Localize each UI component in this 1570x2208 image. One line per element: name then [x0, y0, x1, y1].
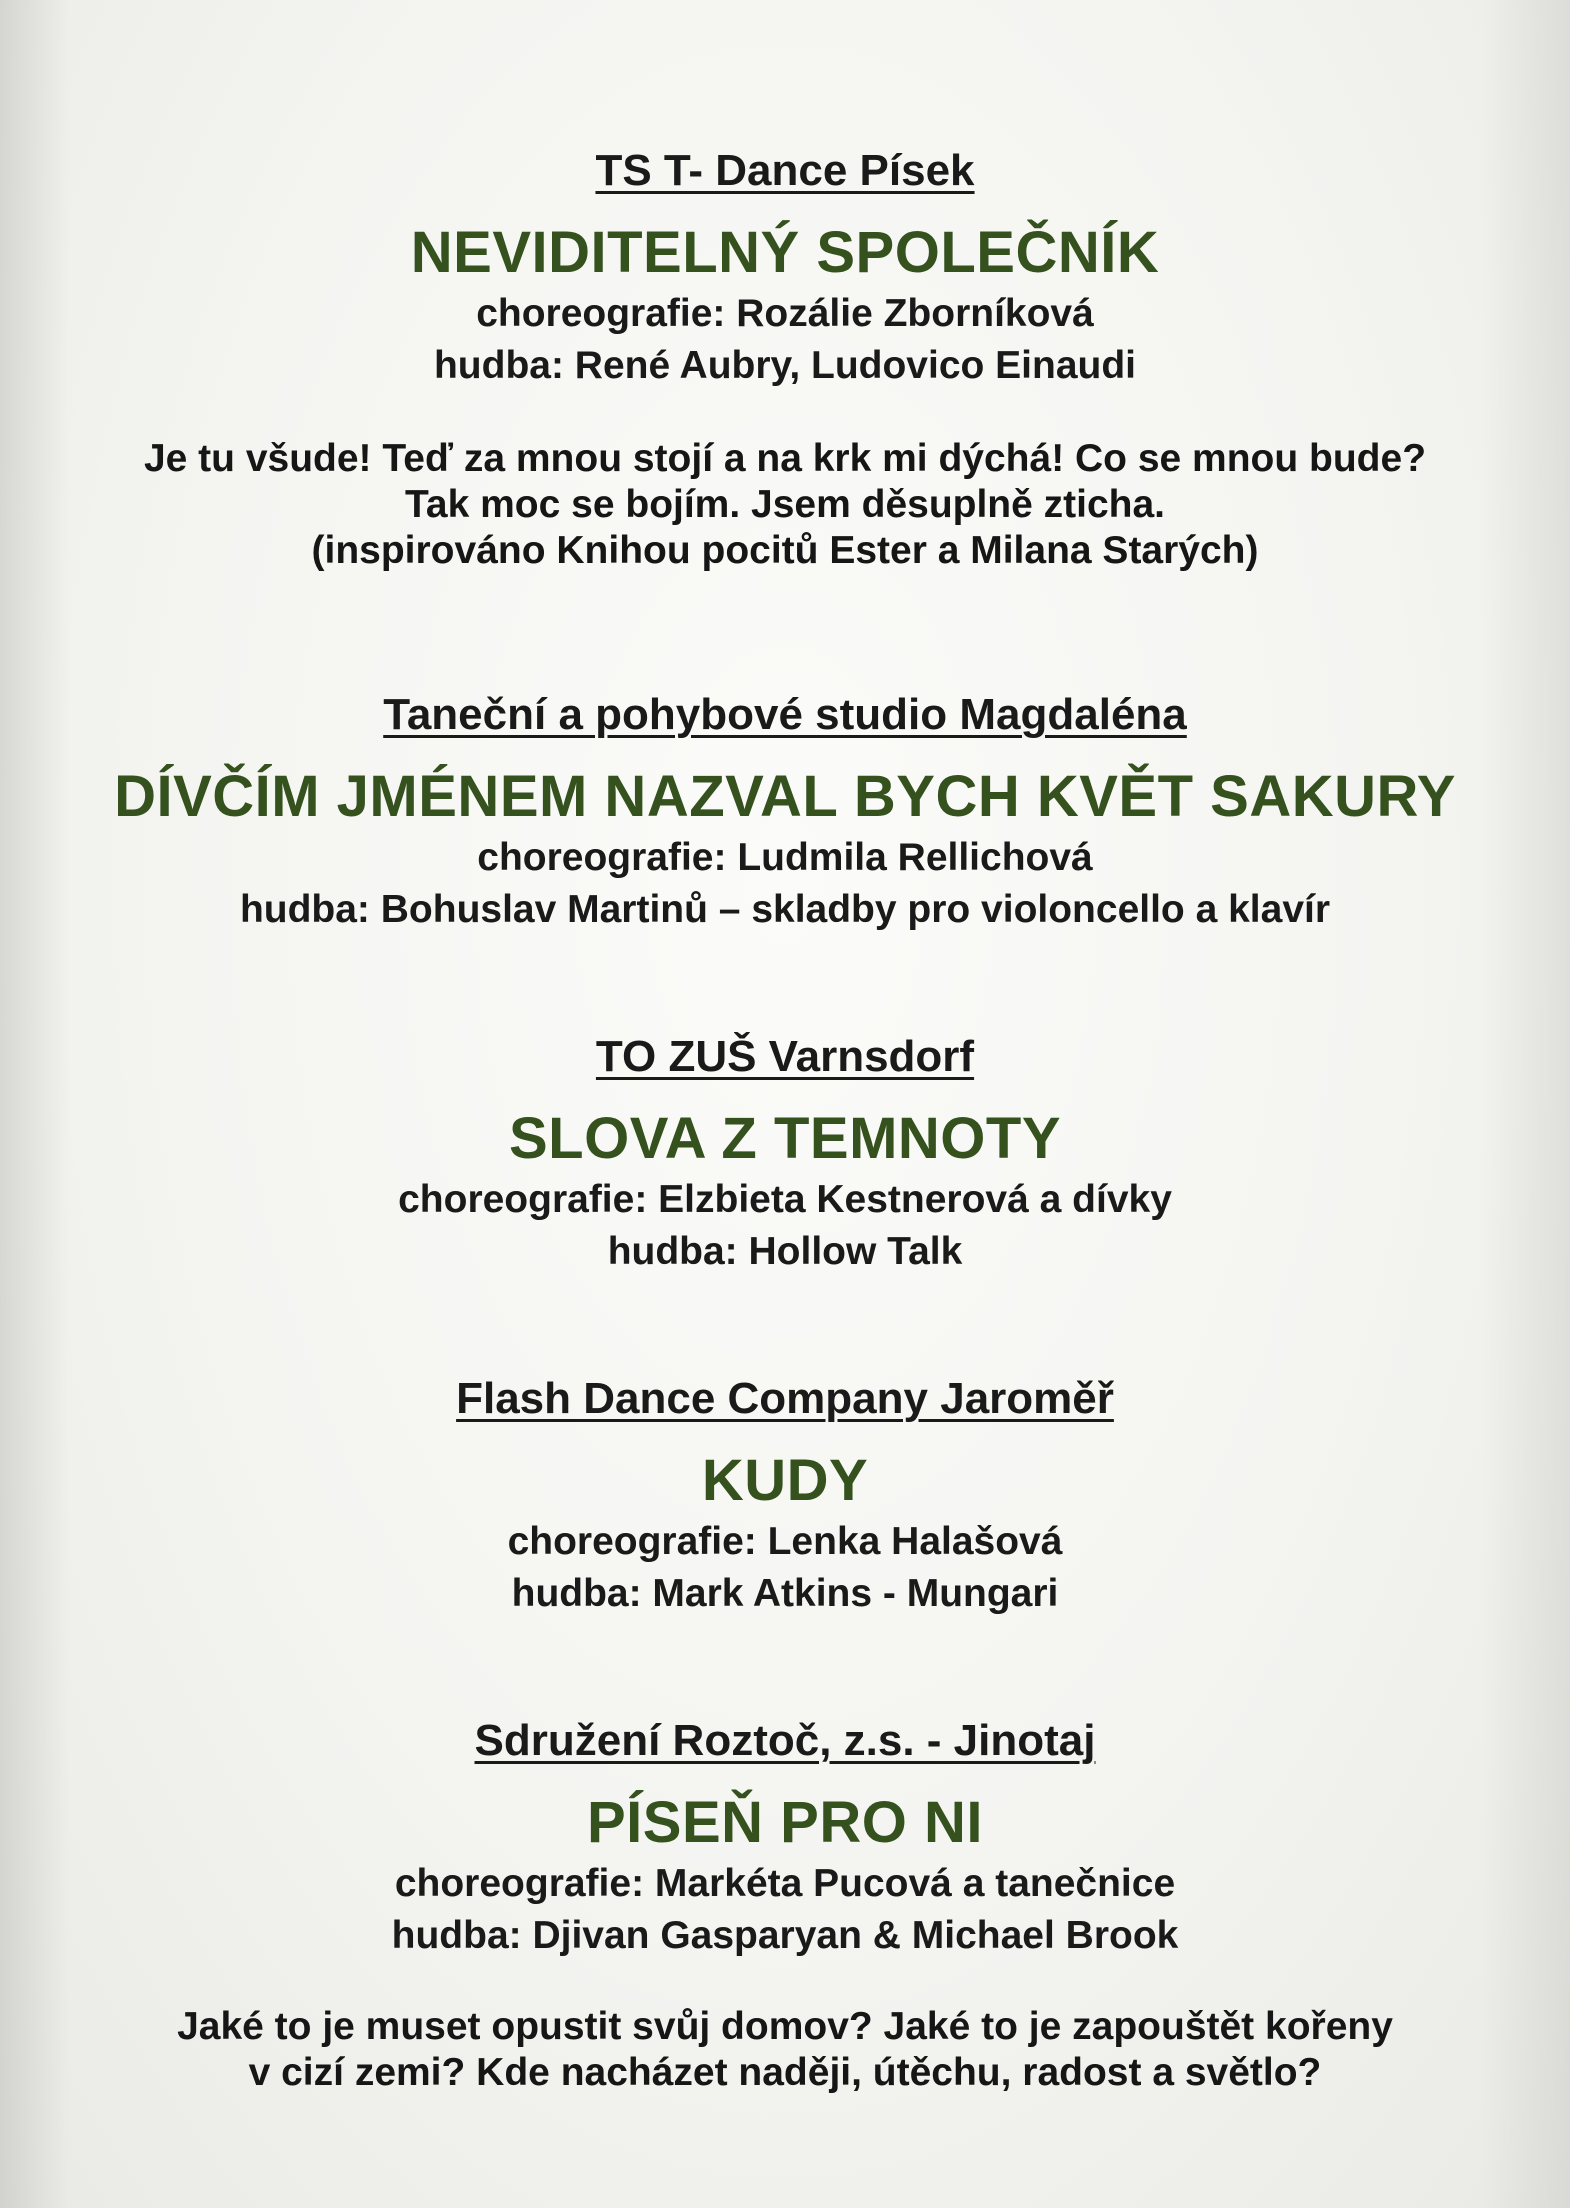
- performance-title: KUDY: [701, 1448, 869, 1513]
- description-line: (inspirováno Knihou pocitů Ester a Milana Starých): [311, 529, 1259, 572]
- description-line: Je tu všude! Teď za mnou stojí a na krk mi dýchá! Co se mnou bude?: [143, 437, 1427, 480]
- ensemble-name: TS T- Dance Písek: [595, 146, 975, 195]
- music-credit: hudba: Bohuslav Martinů – skladby pro violoncello a klavír: [239, 888, 1331, 931]
- music-credit: hudba: Hollow Talk: [607, 1230, 963, 1273]
- ensemble-name: Sdružení Roztoč, z.s. - Jinotaj: [474, 1716, 1096, 1765]
- performance-title: DÍVČÍM JMÉNEM NAZVAL BYCH KVĚT SAKURY: [114, 764, 1456, 829]
- performance-2: [0, 688, 1570, 936]
- performance-title: NEVIDITELNÝ SPOLEČNÍK: [410, 220, 1160, 285]
- music-credit: hudba: René Aubry, Ludovico Einaudi: [433, 344, 1137, 387]
- music-credit: hudba: Mark Atkins - Mungari: [511, 1572, 1059, 1615]
- choreography-credit: choreografie: Elzbieta Kestnerová a dívky: [398, 1178, 1172, 1221]
- ensemble-name: Taneční a pohybové studio Magdaléna: [383, 690, 1187, 739]
- performance-3: [0, 1030, 1570, 1278]
- choreography-credit: choreografie: Markéta Pucová a tanečnice: [394, 1862, 1176, 1905]
- music-credit: hudba: Djivan Gasparyan & Michael Brook: [391, 1914, 1179, 1957]
- performance-1: [0, 144, 1570, 574]
- choreography-credit: choreografie: Lenka Halašová: [507, 1520, 1063, 1563]
- description-line: Tak moc se bojím. Jsem děsuplně zticha.: [404, 483, 1166, 526]
- performance-4: [0, 1372, 1570, 1620]
- performance-title: PÍSEŇ PRO NI: [587, 1790, 983, 1855]
- choreography-credit: choreografie: Ludmila Rellichová: [477, 836, 1093, 879]
- performance-5: [0, 1714, 1570, 2096]
- description-line: v cizí zemi? Kde nacházet naději, útěchu, radost a světlo?: [248, 2051, 1322, 2094]
- ensemble-name: TO ZUŠ Varnsdorf: [595, 1032, 975, 1081]
- choreography-credit: choreografie: Rozálie Zborníková: [476, 292, 1094, 335]
- ensemble-name: Flash Dance Company Jaroměř: [456, 1374, 1114, 1423]
- performance-title: SLOVA Z TEMNOTY: [508, 1106, 1062, 1171]
- description-line: Jaké to je muset opustit svůj domov? Jaké to je zapouštět kořeny: [177, 2005, 1393, 2048]
